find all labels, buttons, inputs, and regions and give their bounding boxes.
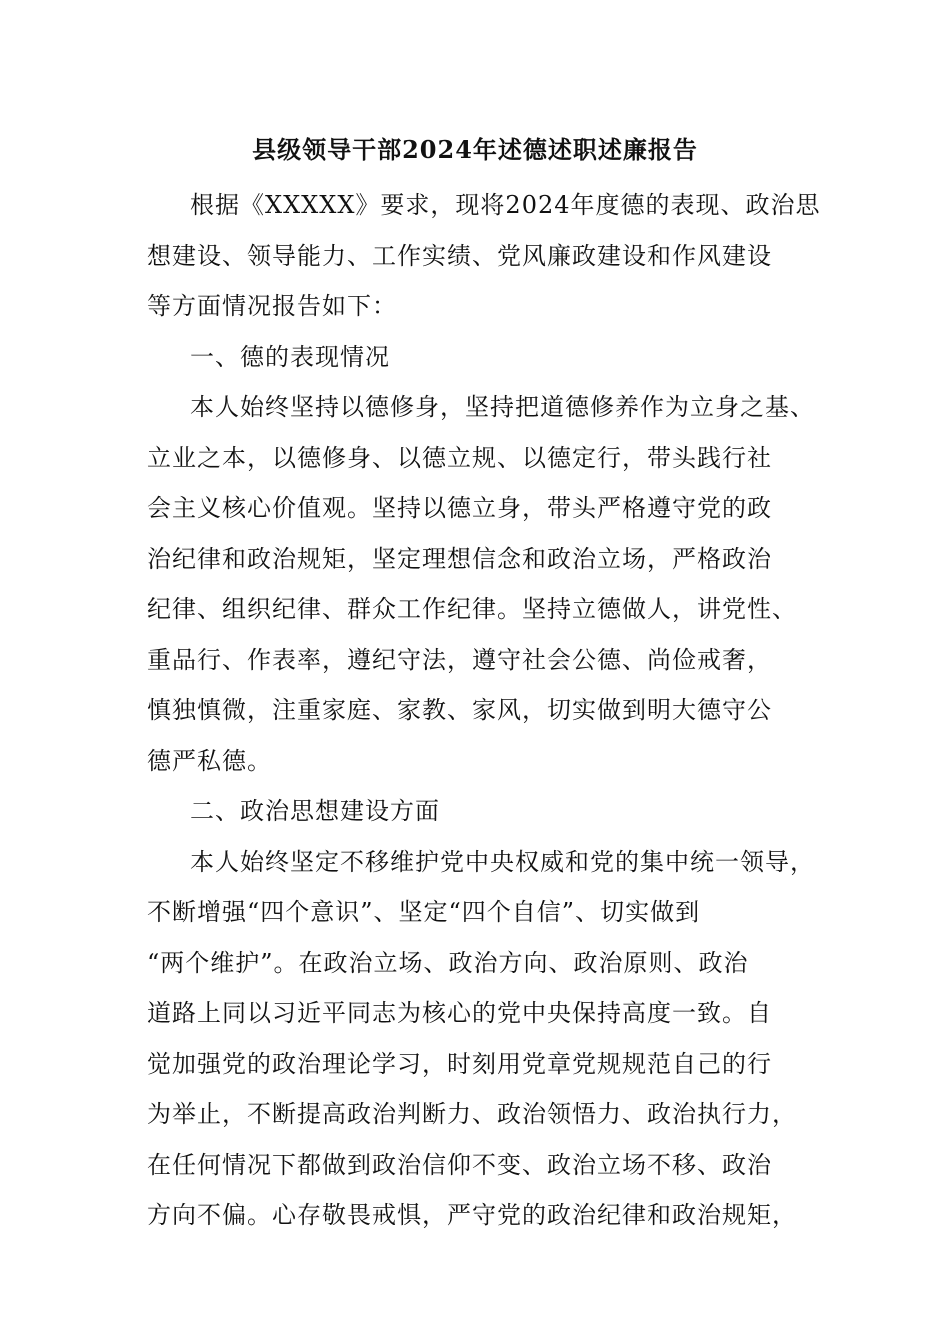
document-title: 县级领导干部2024年述德述职述廉报告 (252, 135, 698, 164)
document-body (147, 180, 847, 1241)
text-line: 德严私德。 (147, 746, 272, 775)
text-line: 在任何情况下都做到政治信仰不变、政治立场不移、政治 (147, 1150, 772, 1179)
text-line: 立业之本，以德修身、以德立规、以德定行，带头践行社 (147, 443, 772, 472)
text-line: 治纪律和政治规矩，坚定理想信念和政治立场，严格政治 (147, 544, 772, 573)
text-line: 纪律、组织纪律、群众工作纪律。坚持立德做人，讲党性、 (147, 595, 797, 623)
text-line: 本人始终坚持以德修身，坚持把道德修养作为立身之基、 (190, 393, 815, 421)
text-line: 想建设、领导能力、工作实绩、党风廉政建设和作风建设 (147, 241, 772, 270)
text-line: 不断增强“四个意识”、坚定“四个自信”、切实做到 (147, 898, 701, 926)
text-line: 重品行、作表率，遵纪守法，遵守社会公德、尚俭戒奢， (147, 645, 772, 674)
text-line: 根据《XXXXX》要求，现将2024年度德的表现、政治思 (190, 191, 821, 219)
text-line: 为举止，不断提高政治判断力、政治领悟力、政治执行力， (147, 1100, 797, 1128)
text-line: 一、德的表现情况 (190, 342, 390, 371)
text-line: 会主义核心价值观。坚持以德立身，带头严格遵守党的政 (147, 494, 772, 522)
text-line: 慎独慎微，注重家庭、家教、家风，切实做到明大德守公 (147, 696, 772, 724)
text-line: 二、政治思想建设方面 (190, 797, 440, 825)
text-line: 觉加强党的政治理论学习，时刻用党章党规规范自己的行 (147, 1049, 772, 1078)
text-line: “两个维护”。在政治立场、政治方向、政治原则、政治 (147, 948, 749, 977)
text-line: 本人始终坚定不移维护党中央权威和党的集中统一领导， (190, 847, 815, 876)
text-line: 等方面情况报告如下： (147, 292, 397, 320)
text-line: 道路上同以习近平同志为核心的党中央保持高度一致。自 (147, 999, 772, 1027)
text-line: 方向不偏。心存敬畏戒惧，严守党的政治纪律和政治规矩， (147, 1201, 797, 1229)
